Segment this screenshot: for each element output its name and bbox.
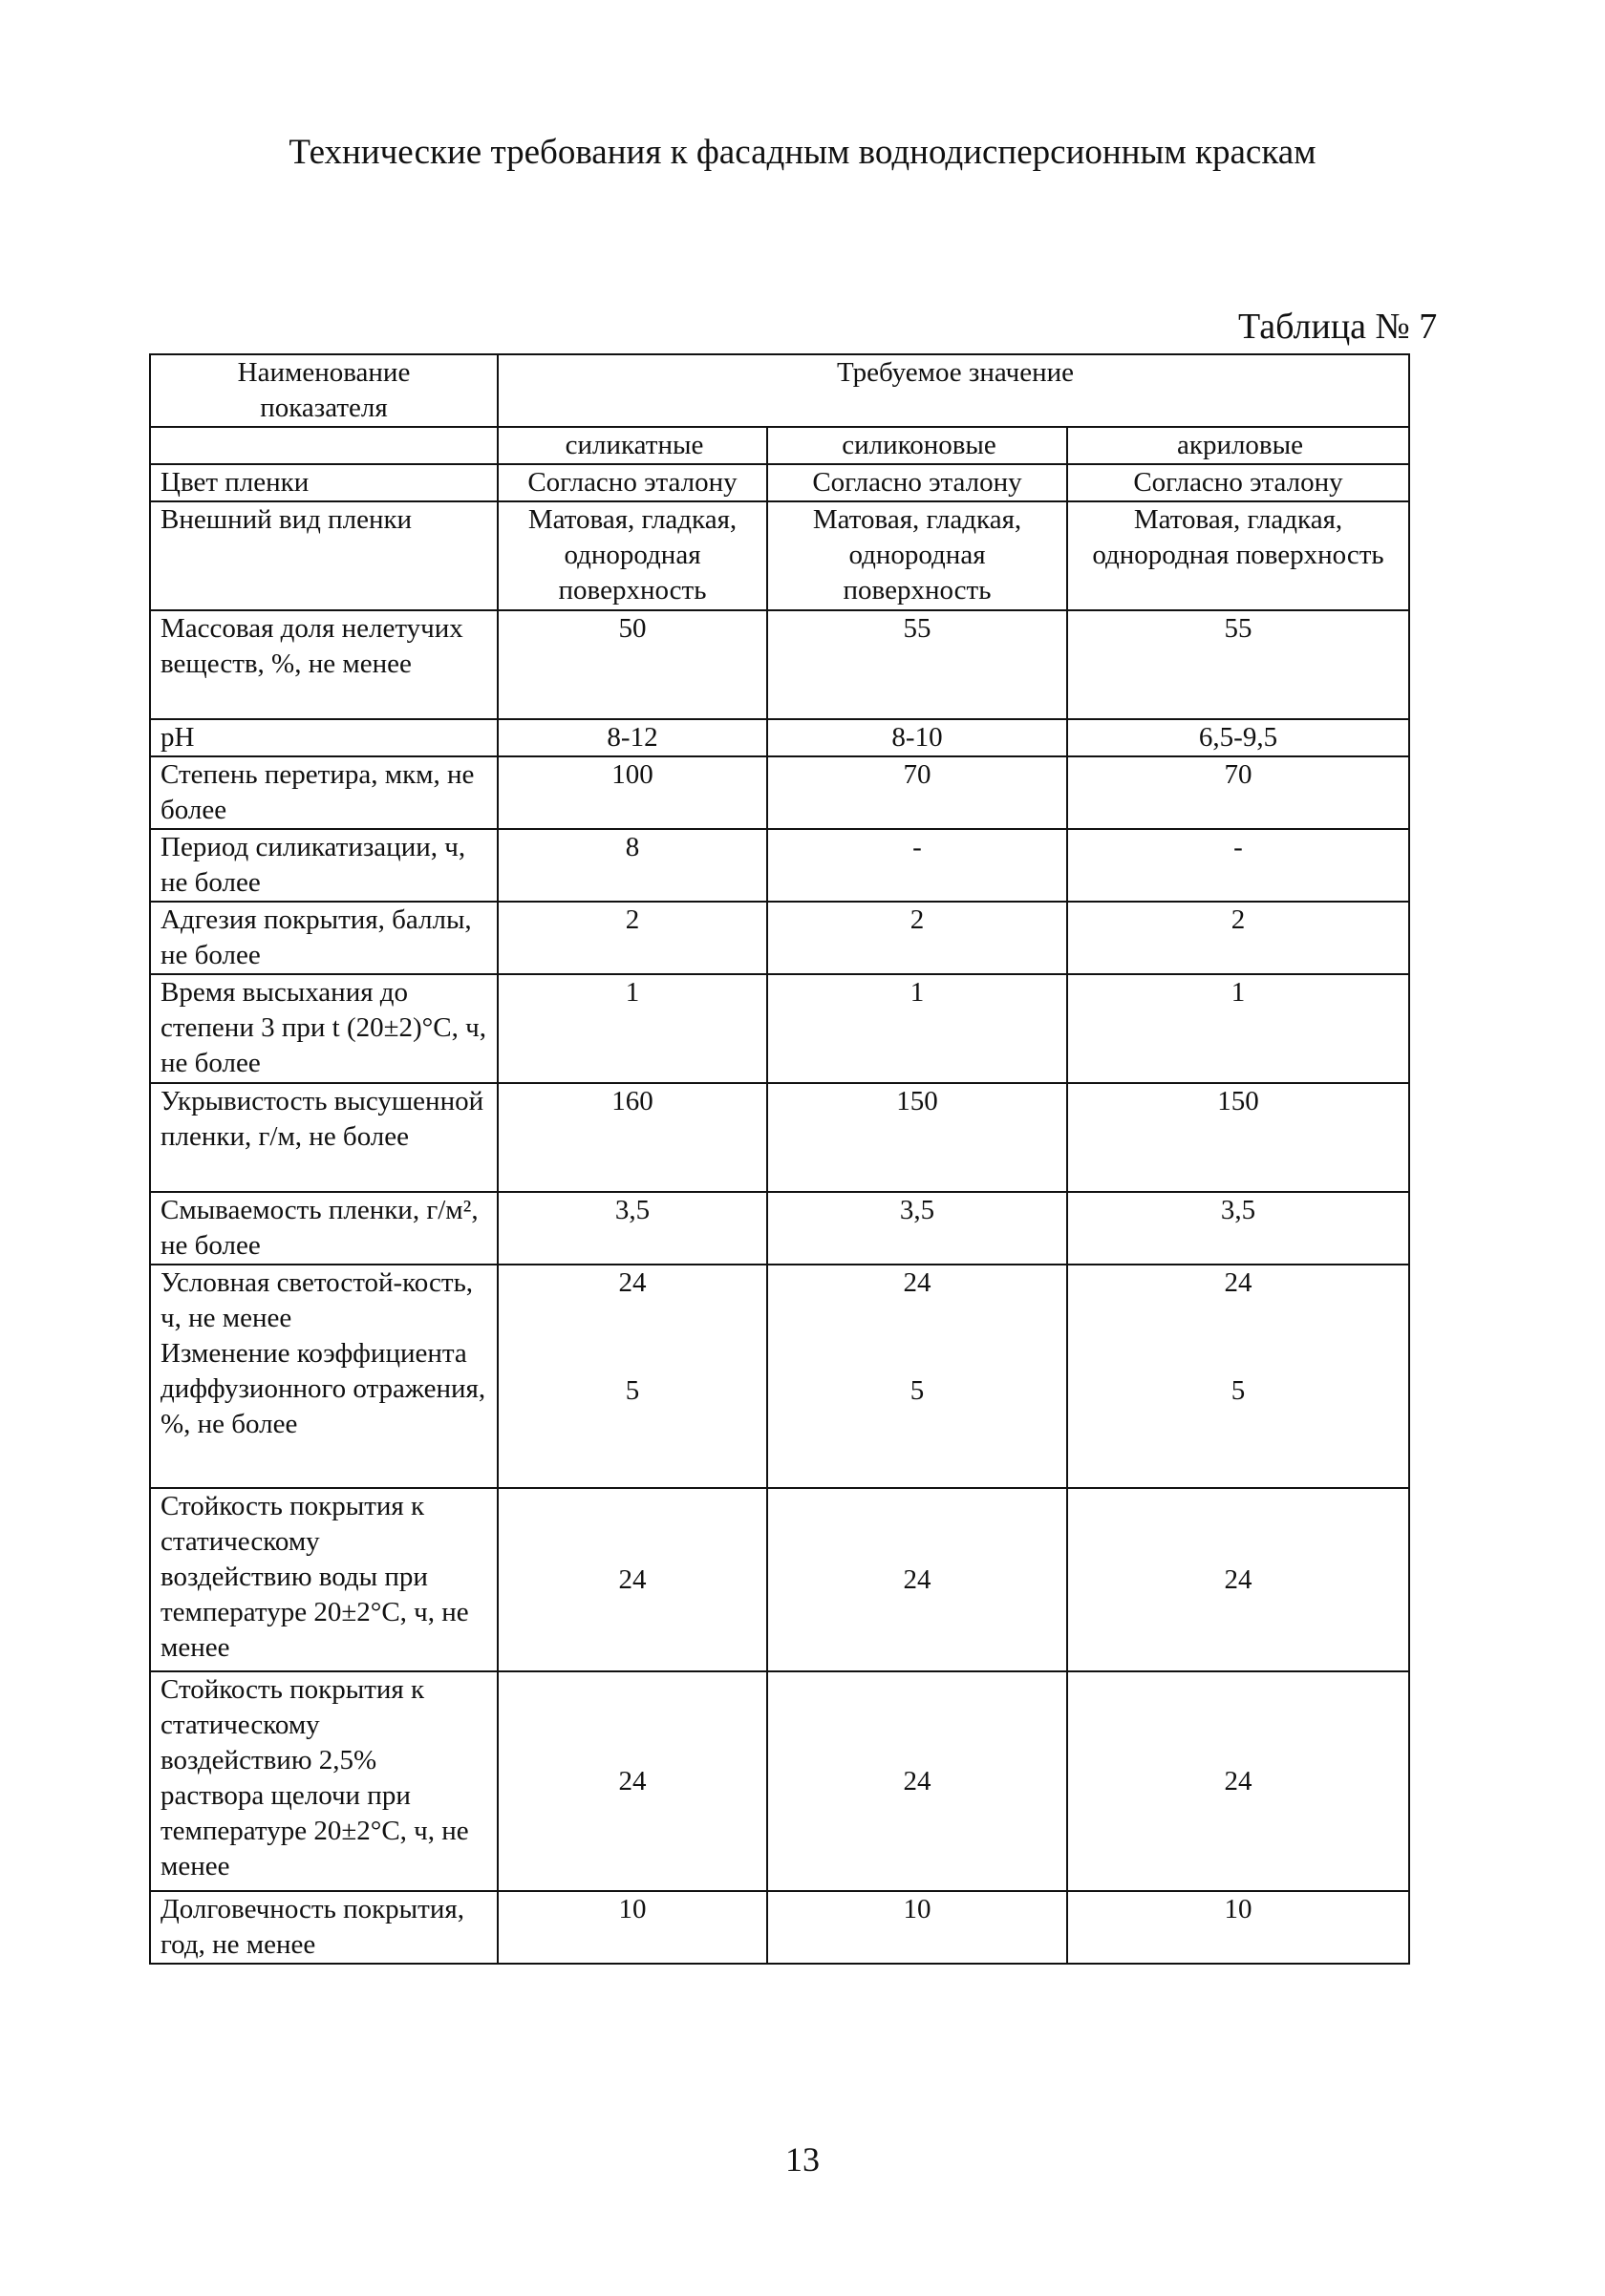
cell-silicone: 24 bbox=[767, 1488, 1067, 1671]
column-header-silicate: силикатные bbox=[498, 427, 767, 464]
cell-silicate: 3,5 bbox=[498, 1192, 767, 1265]
row-name: Время высыхания до степени 3 при t (20±2)°С, ч, не более bbox=[150, 974, 498, 1083]
cell-acrylic: 70 bbox=[1067, 756, 1409, 829]
table-row bbox=[150, 1891, 1409, 1964]
cell-acrylic: 55 bbox=[1067, 610, 1409, 719]
row-name: Долговечность покрытия, год, не менее bbox=[150, 1891, 498, 1964]
row-name: Адгезия покрытия, баллы, не более bbox=[150, 902, 498, 974]
row-name: Укрывистость высушенной пленки, г/м, не более bbox=[150, 1083, 498, 1192]
cell-silicate: 2 bbox=[498, 902, 767, 974]
cell-silicone: 8-10 bbox=[767, 719, 1067, 756]
table-row bbox=[150, 974, 1409, 1083]
page-title: Технические требования к фасадным воднодисперсионным краскам bbox=[289, 133, 1316, 172]
cell-silicone: 2 bbox=[767, 902, 1067, 974]
header-row bbox=[150, 354, 1409, 427]
cell-acrylic: 3,5 bbox=[1067, 1192, 1409, 1265]
table-row bbox=[150, 1488, 1409, 1671]
table-row bbox=[150, 1671, 1409, 1891]
cell-value: 24 bbox=[903, 1267, 931, 1298]
header-indicator: Наименование показателя bbox=[150, 354, 498, 427]
page-number: 13 bbox=[785, 2140, 820, 2179]
cell-silicone: 55 bbox=[767, 610, 1067, 719]
row-name: Степень перетира, мкм, не более bbox=[150, 756, 498, 829]
table-row bbox=[150, 829, 1409, 902]
cell-silicate: 24 bbox=[498, 1488, 767, 1671]
cell-silicate: 160 bbox=[498, 1083, 767, 1192]
cell-silicone: 24 bbox=[767, 1671, 1067, 1891]
cell-value: 24 bbox=[1224, 1267, 1252, 1298]
spec-table bbox=[149, 353, 1410, 1965]
table-row bbox=[150, 1265, 1409, 1488]
cell-value: 5 bbox=[625, 1375, 640, 1406]
cell-silicate: 24 bbox=[498, 1671, 767, 1891]
row-name: Внешний вид пленки bbox=[150, 501, 498, 610]
cell-value: 5 bbox=[910, 1375, 925, 1406]
row-name: Стойкость покрытия к статическому воздействию воды при температуре 20±2°С, ч, не менее bbox=[150, 1488, 498, 1671]
cell-acrylic: 10 bbox=[1067, 1891, 1409, 1964]
row-name: Стойкость покрытия к статическому воздействию 2,5% раствора щелочи при температуре 20±2°С, ч, не менее bbox=[150, 1671, 498, 1891]
cell-acrylic: Согласно эталону bbox=[1067, 464, 1409, 501]
cell-acrylic: 6,5-9,5 bbox=[1067, 719, 1409, 756]
cell-silicate: 50 bbox=[498, 610, 767, 719]
table-row bbox=[150, 1192, 1409, 1265]
column-header-silicone: силиконовые bbox=[767, 427, 1067, 464]
subheader-row bbox=[150, 427, 1409, 464]
row-name: Массовая доля нелетучих веществ, %, не менее bbox=[150, 610, 498, 719]
cell-silicone: 3,5 bbox=[767, 1192, 1067, 1265]
cell-acrylic: 1 bbox=[1067, 974, 1409, 1083]
cell-acrylic: 24 bbox=[1067, 1488, 1409, 1671]
cell-acrylic: 24 bbox=[1067, 1671, 1409, 1891]
cell-silicate: 1 bbox=[498, 974, 767, 1083]
cell-acrylic: Матовая, гладкая, однородная поверхность bbox=[1067, 501, 1409, 610]
cell-silicone: 1 bbox=[767, 974, 1067, 1083]
cell-silicone: Согласно эталону bbox=[767, 464, 1067, 501]
row-name: Цвет пленки bbox=[150, 464, 498, 501]
cell-value: 5 bbox=[1230, 1375, 1246, 1406]
cell-silicone bbox=[767, 1265, 1067, 1488]
table-row bbox=[150, 902, 1409, 974]
cell-silicone: 10 bbox=[767, 1891, 1067, 1964]
header-required: Требуемое значение bbox=[498, 354, 1409, 427]
cell-silicate: 8 bbox=[498, 829, 767, 902]
row-name: Смываемость пленки, г/м², не более bbox=[150, 1192, 498, 1265]
table-row bbox=[150, 464, 1409, 501]
row-name: Изменение коэффициента диффузионного отражения, %, не более bbox=[160, 1338, 486, 1439]
cell-silicate bbox=[498, 1265, 767, 1488]
cell-acrylic: 150 bbox=[1067, 1083, 1409, 1192]
row-name: Период силикатизации, ч, не более bbox=[150, 829, 498, 902]
cell-value: 24 bbox=[618, 1267, 647, 1298]
table-number: Таблица № 7 bbox=[1238, 307, 1438, 347]
cell-acrylic: - bbox=[1067, 829, 1409, 902]
cell-silicate: 8-12 bbox=[498, 719, 767, 756]
cell-silicone: Матовая, гладкая, однородная поверхность bbox=[767, 501, 1067, 610]
row-name: Условная светостой-кость, ч, не менее bbox=[160, 1267, 474, 1333]
cell-acrylic bbox=[1067, 1265, 1409, 1488]
column-header-acrylic: акриловые bbox=[1067, 427, 1409, 464]
table-row bbox=[150, 756, 1409, 829]
table-row bbox=[150, 1083, 1409, 1192]
table-row bbox=[150, 501, 1409, 610]
cell-silicate: 100 bbox=[498, 756, 767, 829]
cell-silicone: - bbox=[767, 829, 1067, 902]
subheader-empty-cell bbox=[150, 427, 498, 464]
cell-silicate: Матовая, гладкая, однородная поверхность bbox=[498, 501, 767, 610]
cell-silicate: Согласно эталону bbox=[498, 464, 767, 501]
spec-table-wrap bbox=[149, 353, 1410, 1965]
cell-silicate: 10 bbox=[498, 1891, 767, 1964]
row-name-combined bbox=[150, 1265, 498, 1488]
cell-silicone: 150 bbox=[767, 1083, 1067, 1192]
row-name: pH bbox=[150, 719, 498, 756]
cell-silicone: 70 bbox=[767, 756, 1067, 829]
table-row bbox=[150, 719, 1409, 756]
table-row bbox=[150, 610, 1409, 719]
cell-acrylic: 2 bbox=[1067, 902, 1409, 974]
